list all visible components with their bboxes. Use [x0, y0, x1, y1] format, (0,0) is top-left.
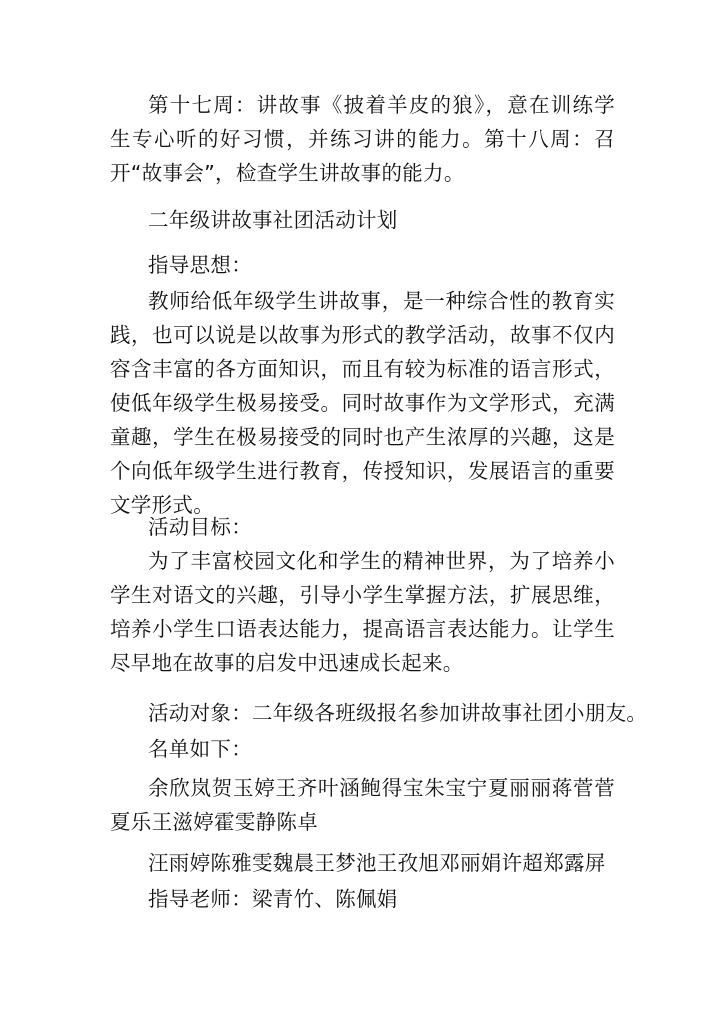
- guide-heading: 指导思想：: [148, 253, 252, 277]
- name-list-1: 余欣岚贺玉婷王齐叶涵鲍得宝朱宝宁夏丽丽蒋菅菅夏乐王滋婷霍雯静陈卓: [110, 776, 615, 834]
- goal-paragraph: 为了丰富校园文化和学生的精神世界，为了培养小学生对语文的兴趣，引导小学生掌握方法，扩展思维，培养小学生口语表达能力，提高语言表达能力。让学生尽早地在故事的启发中迅速成长起来。: [110, 549, 615, 675]
- list-heading: 名单如下：: [148, 737, 252, 761]
- teachers-line: 指导老师：梁青竹、陈佩娟: [148, 887, 398, 911]
- goal-heading: 活动目标：: [148, 515, 252, 539]
- guide-paragraph: 教师给低年级学生讲故事，是一种综合性的教育实践，也可以说是以故事为形式的教学活动，故事不仅内容含丰富的各方面知识，而且有较为标准的语言形式，使低年级学生极易接受。同时故事作为文学形式，充满童趣，学生在极易接受的同时也产生浓厚的兴趣，这是个向低年级学生进行教育，传授知识，发展语言的重要文学形式。: [110, 289, 615, 517]
- paragraph-week-plan: 第十七周：讲故事《披着羊皮的狼》，意在训练学生专心听的好习惯，并练习讲的能力。第十八周：召开“故事会”，检查学生讲故事的能力。: [110, 93, 615, 185]
- name-list-2: 汪雨婷陈雅雯魏晨王梦池王孜旭邓丽娟许超郑露屏: [148, 851, 606, 875]
- document-title: 二年级讲故事社团活动计划: [148, 208, 398, 232]
- target-line: 活动对象：二年级各班级报名参加讲故事社团小朋友。: [148, 701, 648, 725]
